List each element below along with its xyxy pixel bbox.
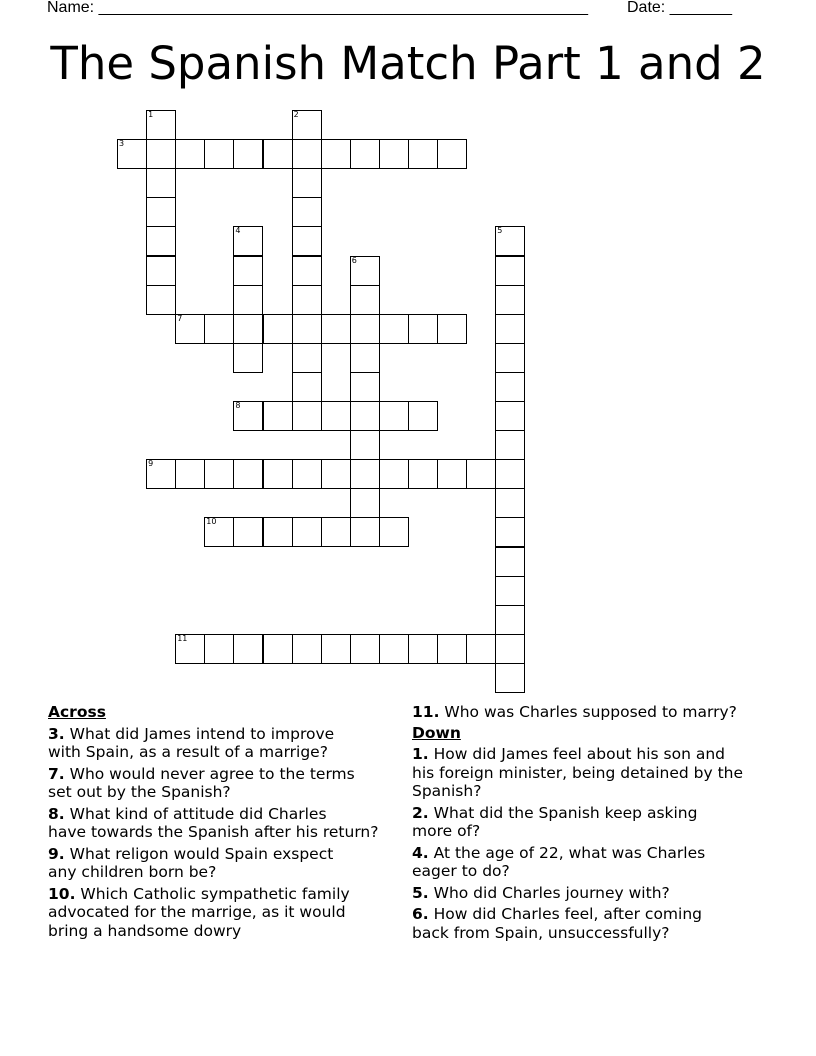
cell-number: 8 (235, 401, 241, 410)
clues-column-right (412, 701, 782, 942)
crossword-cell[interactable] (263, 139, 293, 169)
crossword-cell[interactable] (292, 401, 322, 431)
crossword-cell[interactable] (495, 634, 525, 664)
clue-number: 6. (412, 905, 429, 923)
clue-number: 3. (48, 724, 65, 743)
clue-text: Who was Charles supposed to marry? (444, 703, 737, 721)
crossword-cell[interactable] (117, 139, 147, 169)
crossword-cell[interactable] (292, 139, 322, 169)
crossword-cell[interactable] (292, 517, 322, 547)
crossword-cell[interactable] (466, 634, 496, 664)
crossword-cell[interactable] (204, 517, 234, 547)
crossword-cell[interactable] (495, 547, 525, 577)
crossword-cell[interactable] (263, 314, 293, 344)
clue-across-11 (412, 703, 782, 722)
crossword-cell[interactable] (437, 459, 467, 489)
clue-text: Which Catholic sympathetic family advocated for the marrige, as it would bring a handsome dowry (48, 884, 350, 940)
clue-down-1 (412, 745, 782, 801)
crossword-cell[interactable] (495, 576, 525, 606)
crossword-cell[interactable] (263, 634, 293, 664)
crossword-cell[interactable] (350, 372, 380, 402)
crossword-cell[interactable] (292, 168, 322, 198)
clues-column-left (48, 701, 406, 940)
crossword-cell[interactable] (233, 314, 263, 344)
crossword-cell[interactable] (495, 256, 525, 286)
date-field: Date: _______ (627, 0, 732, 16)
cell-number: 10 (206, 517, 217, 527)
crossword-cell[interactable] (321, 517, 351, 547)
crossword-cell[interactable] (146, 139, 176, 169)
cell-number: 11 (177, 633, 188, 643)
crossword-cell[interactable] (292, 634, 322, 664)
crossword-cell[interactable] (495, 343, 525, 373)
clue-text: How did James feel about his son and his foreign minister, being detained by the Spanish? (412, 745, 744, 800)
crossword-cell[interactable] (437, 634, 467, 664)
crossword-cell[interactable] (350, 459, 380, 489)
cell-number: 1 (148, 110, 154, 119)
clue-across-7 (48, 765, 406, 802)
crossword-cell[interactable] (146, 197, 176, 227)
clue-across-8 (48, 805, 406, 842)
clue-text: What did the Spanish keep asking more of? (412, 803, 698, 840)
clue-number: 2. (412, 803, 429, 822)
clue-across-10 (48, 885, 406, 941)
crossword-cell[interactable] (379, 459, 409, 489)
crossword-cell[interactable] (233, 517, 263, 547)
crossword-cell[interactable] (408, 314, 438, 344)
crossword-cell[interactable] (292, 459, 322, 489)
crossword-cell[interactable] (495, 605, 525, 635)
crossword-cell[interactable] (175, 634, 205, 664)
down-heading: Down (412, 723, 461, 742)
clue-text: What religon would Spain exspect any children born be? (48, 844, 334, 881)
cell-number: 2 (293, 110, 299, 119)
crossword-cell[interactable] (350, 430, 380, 460)
crossword-cell[interactable] (495, 517, 525, 547)
crossword-cell[interactable] (495, 401, 525, 431)
crossword-cell[interactable] (350, 488, 380, 518)
clue-text: What did James intend to improve with Spain, as a result of a marrige? (48, 724, 335, 761)
crossword-cell[interactable] (350, 343, 380, 373)
cell-number: 3 (119, 139, 125, 149)
crossword-cell[interactable] (263, 401, 293, 431)
crossword-cell[interactable] (321, 314, 351, 344)
crossword-cell[interactable] (495, 372, 525, 402)
clue-number: 9. (48, 844, 65, 863)
crossword-cell[interactable] (292, 372, 322, 402)
crossword-cell[interactable] (233, 285, 263, 315)
crossword-cell[interactable] (146, 110, 176, 140)
crossword-cell[interactable] (292, 285, 322, 315)
crossword-cell[interactable] (146, 226, 176, 256)
clue-number: 7. (48, 764, 65, 783)
cell-number: 9 (148, 459, 154, 469)
crossword-cell[interactable] (350, 401, 380, 431)
clue-number: 1. (412, 745, 429, 763)
crossword-cell[interactable] (495, 430, 525, 460)
crossword-cell[interactable] (379, 517, 409, 547)
crossword-cell[interactable] (263, 517, 293, 547)
crossword-cell[interactable] (350, 634, 380, 664)
crossword-cell[interactable] (146, 256, 176, 286)
clue-number: 10. (48, 884, 76, 903)
crossword-cell[interactable] (233, 256, 263, 286)
crossword-cell[interactable] (350, 285, 380, 315)
crossword-cell[interactable] (350, 314, 380, 344)
crossword-cell[interactable] (466, 459, 496, 489)
crossword-cell[interactable] (292, 256, 322, 286)
crossword-cell[interactable] (321, 401, 351, 431)
crossword-cell[interactable] (379, 401, 409, 431)
crossword-cell[interactable] (233, 139, 263, 169)
clue-down-5 (412, 884, 782, 903)
crossword-cell[interactable] (350, 517, 380, 547)
crossword-cell[interactable] (495, 285, 525, 315)
crossword-cell[interactable] (146, 459, 176, 489)
name-field: Name: _______________________________________________________ (47, 0, 588, 16)
crossword-cell[interactable] (495, 488, 525, 518)
crossword-cell[interactable] (146, 168, 176, 198)
clue-number: 8. (48, 804, 65, 823)
crossword-cell[interactable] (233, 459, 263, 489)
crossword-cell[interactable] (233, 226, 263, 256)
crossword-cell[interactable] (204, 634, 234, 664)
clue-text: What kind of attitude did Charles have towards the Spanish after his return? (48, 804, 379, 841)
across-heading: Across (48, 703, 106, 721)
crossword-cell[interactable] (321, 459, 351, 489)
crossword-cell[interactable] (495, 226, 525, 256)
cell-number: 4 (235, 226, 241, 236)
crossword-cell[interactable] (379, 139, 409, 169)
clue-across-9 (48, 845, 406, 882)
crossword-cell[interactable] (495, 459, 525, 489)
crossword-cell[interactable] (175, 314, 205, 344)
crossword-cell[interactable] (292, 110, 322, 140)
crossword-cell[interactable] (437, 314, 467, 344)
clue-number: 5. (412, 883, 429, 902)
clue-across-3 (48, 725, 406, 762)
crossword-cell[interactable] (292, 343, 322, 373)
crossword-cell[interactable] (408, 634, 438, 664)
crossword-cell[interactable] (321, 139, 351, 169)
clue-number: 11. (412, 703, 440, 721)
page-title: The Spanish Match Part 1 and 2 (50, 37, 766, 90)
crossword-cell[interactable] (437, 139, 467, 169)
crossword-cell[interactable] (495, 663, 525, 693)
clue-number: 4. (412, 843, 429, 862)
crossword-cell[interactable] (204, 139, 234, 169)
crossword-cell[interactable] (408, 139, 438, 169)
crossword-cell[interactable] (233, 401, 263, 431)
crossword-cell[interactable] (233, 634, 263, 664)
cell-number: 5 (497, 226, 503, 236)
crossword-cell[interactable] (408, 401, 438, 431)
crossword-cell[interactable] (321, 634, 351, 664)
crossword-cell[interactable] (292, 226, 322, 256)
crossword-cell[interactable] (379, 634, 409, 664)
clue-text: Who did Charles journey with? (433, 883, 670, 902)
crossword-cell[interactable] (379, 314, 409, 344)
cell-number: 6 (351, 255, 357, 265)
clue-text: How did Charles feel, after coming back from Spain, unsuccessfully? (412, 905, 702, 942)
crossword-cell[interactable] (292, 197, 322, 227)
cell-number: 7 (177, 313, 183, 323)
crossword-cell[interactable] (350, 256, 380, 286)
crossword-cell[interactable] (495, 314, 525, 344)
crossword-cell[interactable] (233, 343, 263, 373)
crossword-cell[interactable] (175, 459, 205, 489)
crossword-cell[interactable] (408, 459, 438, 489)
clue-down-6 (412, 905, 782, 942)
crossword-cell[interactable] (175, 139, 205, 169)
crossword-cell[interactable] (204, 314, 234, 344)
clue-down-4 (412, 844, 782, 881)
crossword-cell[interactable] (292, 314, 322, 344)
crossword-cell[interactable] (204, 459, 234, 489)
clue-down-2 (412, 804, 782, 841)
crossword-cell[interactable] (350, 139, 380, 169)
clue-text: Who would never agree to the terms set out by the Spanish? (48, 764, 355, 801)
clue-text: At the age of 22, what was Charles eager to do? (412, 843, 706, 880)
crossword-cell[interactable] (146, 285, 176, 315)
crossword-cell[interactable] (263, 459, 293, 489)
